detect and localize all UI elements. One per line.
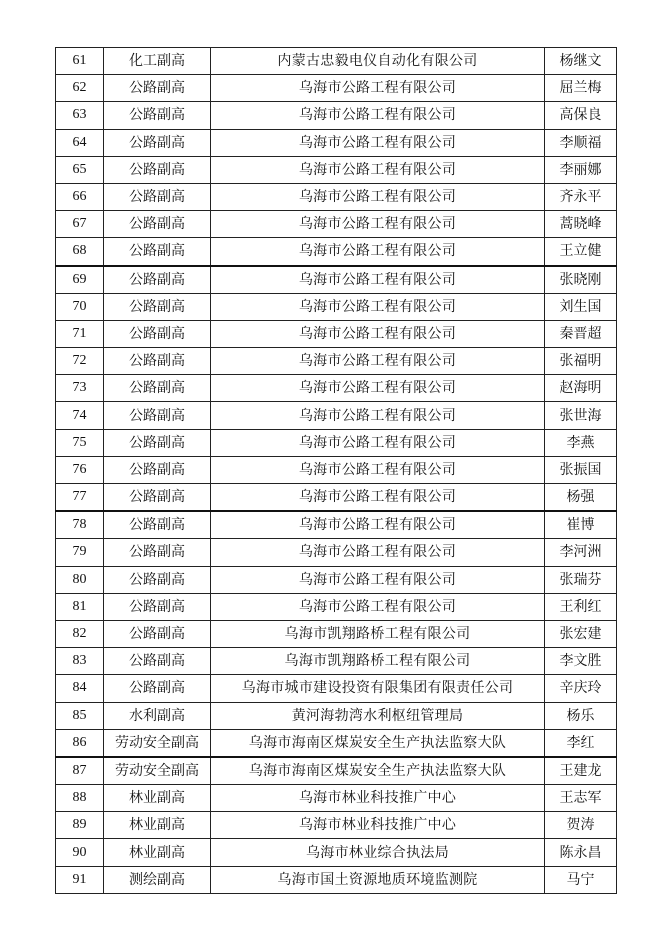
table-row: [56, 566, 617, 593]
row-number-cell: 70: [56, 293, 104, 320]
person-name-cell: 张晓刚: [545, 266, 617, 294]
person-name-cell: 齐永平: [545, 183, 617, 210]
category-cell: 公路副高: [104, 348, 211, 375]
row-number-cell: 78: [56, 511, 104, 539]
organization-cell: 乌海市公路工程有限公司: [211, 484, 545, 512]
category-cell: 公路副高: [104, 566, 211, 593]
table-row: [56, 293, 617, 320]
category-cell: 水利副高: [104, 702, 211, 729]
category-cell: 公路副高: [104, 293, 211, 320]
person-name-cell: 高保良: [545, 102, 617, 129]
category-cell: 公路副高: [104, 156, 211, 183]
table-row: [56, 183, 617, 210]
organization-cell: 乌海市公路工程有限公司: [211, 320, 545, 347]
table-row: [56, 375, 617, 402]
table-row: [56, 129, 617, 156]
organization-cell: 乌海市公路工程有限公司: [211, 102, 545, 129]
row-number-cell: 63: [56, 102, 104, 129]
category-cell: 林业副高: [104, 785, 211, 812]
person-name-cell: 张福明: [545, 348, 617, 375]
person-name-cell: 李燕: [545, 429, 617, 456]
table-row: [56, 320, 617, 347]
row-number-cell: 64: [56, 129, 104, 156]
table-row: [56, 511, 617, 539]
category-cell: 公路副高: [104, 675, 211, 702]
table-row: [56, 456, 617, 483]
category-cell: 公路副高: [104, 402, 211, 429]
person-name-cell: 张瑞芬: [545, 566, 617, 593]
person-name-cell: 杨强: [545, 484, 617, 512]
row-number-cell: 71: [56, 320, 104, 347]
person-name-cell: 辛庆玲: [545, 675, 617, 702]
person-name-cell: 马宁: [545, 866, 617, 893]
person-name-cell: 李河洲: [545, 539, 617, 566]
row-number-cell: 81: [56, 593, 104, 620]
person-name-cell: 刘生国: [545, 293, 617, 320]
table-row: [56, 484, 617, 512]
person-name-cell: 王建龙: [545, 757, 617, 785]
row-number-cell: 72: [56, 348, 104, 375]
row-number-cell: 73: [56, 375, 104, 402]
category-cell: 公路副高: [104, 429, 211, 456]
category-cell: 劳动安全副高: [104, 729, 211, 757]
person-name-cell: 崔博: [545, 511, 617, 539]
row-number-cell: 77: [56, 484, 104, 512]
category-cell: 公路副高: [104, 320, 211, 347]
row-number-cell: 75: [56, 429, 104, 456]
person-name-cell: 王志军: [545, 785, 617, 812]
row-number-cell: 87: [56, 757, 104, 785]
category-cell: 公路副高: [104, 593, 211, 620]
organization-cell: 乌海市公路工程有限公司: [211, 183, 545, 210]
category-cell: 公路副高: [104, 511, 211, 539]
person-name-cell: 张振国: [545, 456, 617, 483]
table-row: [56, 593, 617, 620]
row-number-cell: 62: [56, 75, 104, 102]
table-row: [56, 238, 617, 266]
category-cell: 测绘副高: [104, 866, 211, 893]
table-row: [56, 757, 617, 785]
organization-cell: 乌海市海南区煤炭安全生产执法监察大队: [211, 757, 545, 785]
table-row: [56, 75, 617, 102]
category-cell: 公路副高: [104, 102, 211, 129]
organization-cell: 乌海市公路工程有限公司: [211, 593, 545, 620]
table-row: [56, 348, 617, 375]
row-number-cell: 89: [56, 812, 104, 839]
category-cell: 公路副高: [104, 456, 211, 483]
category-cell: 公路副高: [104, 266, 211, 294]
person-name-cell: 蒿晓峰: [545, 211, 617, 238]
organization-cell: 乌海市公路工程有限公司: [211, 238, 545, 266]
table-row: [56, 102, 617, 129]
row-number-cell: 83: [56, 648, 104, 675]
table-row: [56, 648, 617, 675]
category-cell: 林业副高: [104, 839, 211, 866]
organization-cell: 乌海市公路工程有限公司: [211, 429, 545, 456]
person-name-cell: 张世海: [545, 402, 617, 429]
organization-cell: 乌海市林业综合执法局: [211, 839, 545, 866]
person-name-cell: 陈永昌: [545, 839, 617, 866]
personnel-table-body: [56, 48, 617, 894]
person-name-cell: 王立健: [545, 238, 617, 266]
organization-cell: 乌海市城市建设投资有限集团有限责任公司: [211, 675, 545, 702]
person-name-cell: 王利红: [545, 593, 617, 620]
organization-cell: 乌海市凯翔路桥工程有限公司: [211, 620, 545, 647]
row-number-cell: 66: [56, 183, 104, 210]
person-name-cell: 赵海明: [545, 375, 617, 402]
row-number-cell: 68: [56, 238, 104, 266]
category-cell: 公路副高: [104, 484, 211, 512]
row-number-cell: 61: [56, 48, 104, 75]
organization-cell: 乌海市公路工程有限公司: [211, 539, 545, 566]
row-number-cell: 91: [56, 866, 104, 893]
organization-cell: 乌海市公路工程有限公司: [211, 402, 545, 429]
category-cell: 公路副高: [104, 129, 211, 156]
table-row: [56, 620, 617, 647]
category-cell: 公路副高: [104, 620, 211, 647]
category-cell: 公路副高: [104, 211, 211, 238]
category-cell: 公路副高: [104, 375, 211, 402]
table-row: [56, 156, 617, 183]
row-number-cell: 69: [56, 266, 104, 294]
table-row: [56, 429, 617, 456]
organization-cell: 乌海市公路工程有限公司: [211, 75, 545, 102]
table-row: [56, 266, 617, 294]
table-row: [56, 48, 617, 75]
row-number-cell: 79: [56, 539, 104, 566]
organization-cell: 乌海市公路工程有限公司: [211, 566, 545, 593]
table-row: [56, 211, 617, 238]
table-row: [56, 866, 617, 893]
person-name-cell: 张宏建: [545, 620, 617, 647]
organization-cell: 乌海市国土资源地质环境监测院: [211, 866, 545, 893]
row-number-cell: 82: [56, 620, 104, 647]
person-name-cell: 李红: [545, 729, 617, 757]
row-number-cell: 86: [56, 729, 104, 757]
organization-cell: 乌海市公路工程有限公司: [211, 375, 545, 402]
person-name-cell: 李丽娜: [545, 156, 617, 183]
organization-cell: 乌海市林业科技推广中心: [211, 812, 545, 839]
organization-cell: 乌海市公路工程有限公司: [211, 211, 545, 238]
person-name-cell: 李顺福: [545, 129, 617, 156]
row-number-cell: 76: [56, 456, 104, 483]
organization-cell: 乌海市公路工程有限公司: [211, 129, 545, 156]
table-row: [56, 839, 617, 866]
table-row: [56, 402, 617, 429]
person-name-cell: 杨继文: [545, 48, 617, 75]
row-number-cell: 74: [56, 402, 104, 429]
table-row: [56, 812, 617, 839]
organization-cell: 乌海市公路工程有限公司: [211, 156, 545, 183]
table-row: [56, 675, 617, 702]
category-cell: 林业副高: [104, 812, 211, 839]
organization-cell: 乌海市海南区煤炭安全生产执法监察大队: [211, 729, 545, 757]
category-cell: 化工副高: [104, 48, 211, 75]
person-name-cell: 秦晋超: [545, 320, 617, 347]
table-row: [56, 729, 617, 757]
category-cell: 公路副高: [104, 648, 211, 675]
organization-cell: 乌海市公路工程有限公司: [211, 456, 545, 483]
organization-cell: 乌海市凯翔路桥工程有限公司: [211, 648, 545, 675]
organization-cell: 乌海市公路工程有限公司: [211, 511, 545, 539]
organization-cell: 乌海市公路工程有限公司: [211, 293, 545, 320]
row-number-cell: 65: [56, 156, 104, 183]
table-row: [56, 702, 617, 729]
row-number-cell: 84: [56, 675, 104, 702]
personnel-table: [55, 47, 617, 894]
row-number-cell: 80: [56, 566, 104, 593]
row-number-cell: 88: [56, 785, 104, 812]
category-cell: 劳动安全副高: [104, 757, 211, 785]
person-name-cell: 杨乐: [545, 702, 617, 729]
person-name-cell: 屈兰梅: [545, 75, 617, 102]
person-name-cell: 李文胜: [545, 648, 617, 675]
organization-cell: 黄河海勃湾水利枢纽管理局: [211, 702, 545, 729]
category-cell: 公路副高: [104, 75, 211, 102]
organization-cell: 乌海市公路工程有限公司: [211, 266, 545, 294]
organization-cell: 内蒙古忠毅电仪自动化有限公司: [211, 48, 545, 75]
category-cell: 公路副高: [104, 539, 211, 566]
row-number-cell: 67: [56, 211, 104, 238]
category-cell: 公路副高: [104, 183, 211, 210]
category-cell: 公路副高: [104, 238, 211, 266]
row-number-cell: 90: [56, 839, 104, 866]
table-row: [56, 539, 617, 566]
table-row: [56, 785, 617, 812]
organization-cell: 乌海市林业科技推广中心: [211, 785, 545, 812]
row-number-cell: 85: [56, 702, 104, 729]
person-name-cell: 贺涛: [545, 812, 617, 839]
organization-cell: 乌海市公路工程有限公司: [211, 348, 545, 375]
